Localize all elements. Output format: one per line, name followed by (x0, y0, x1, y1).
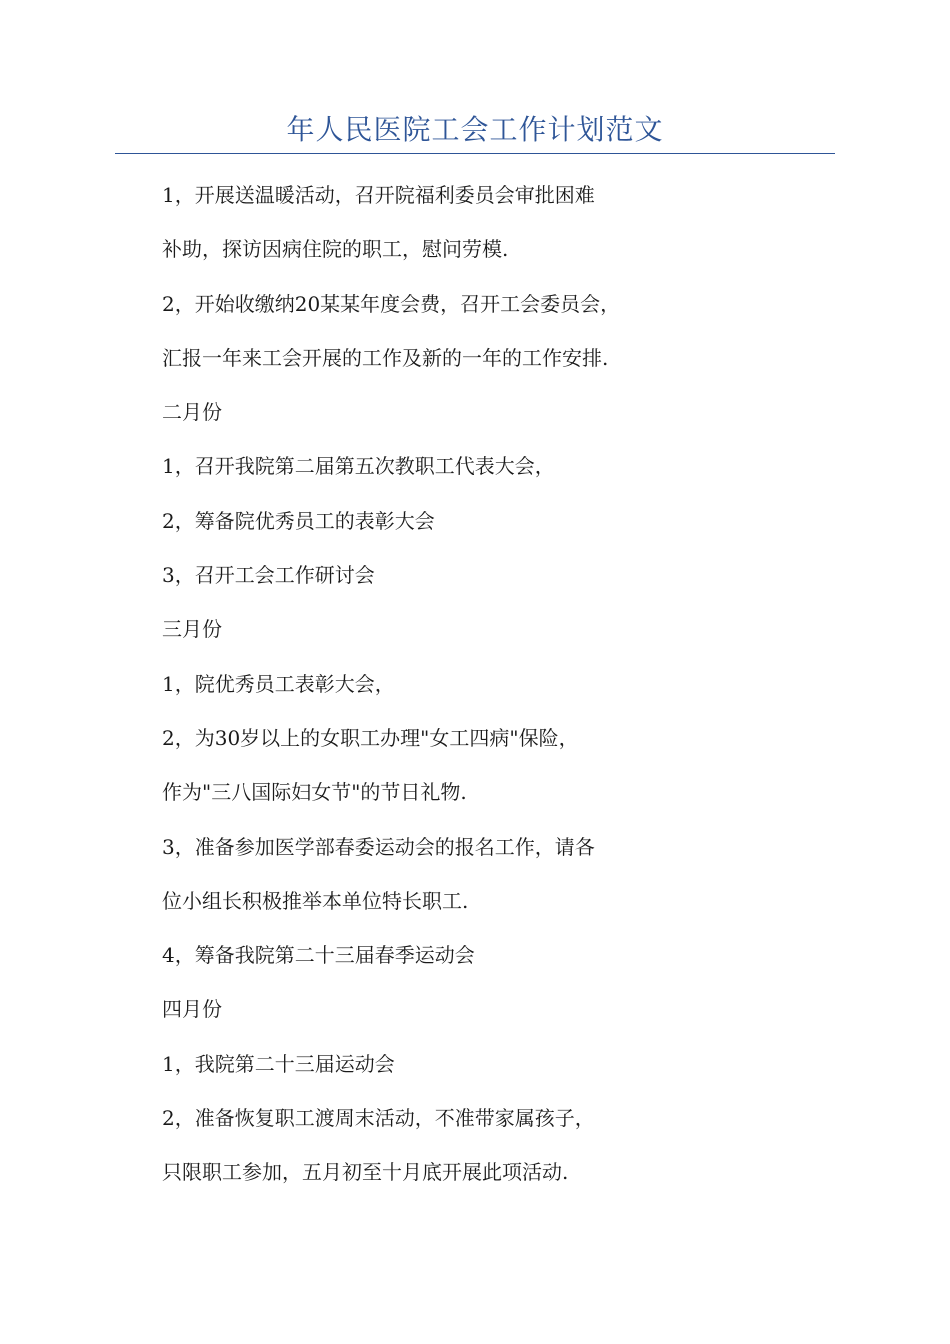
document-body (162, 175, 782, 1207)
text-line: 3，召开工会工作研讨会 (162, 563, 375, 588)
section-heading-march: 三月份 (162, 617, 222, 642)
text-line: 1，院优秀员工表彰大会， (162, 671, 395, 696)
text-line: 只限职工参加，五月初至十月底开展此项活动. (162, 1160, 569, 1185)
text-line: 位小组长积极推举本单位特长职工. (162, 888, 469, 913)
section-heading-april: 四月份 (162, 997, 222, 1022)
document-title: 年人民医院工会工作计划范文 (286, 113, 664, 146)
text-line: 2，筹备院优秀员工的表彰大会 (162, 508, 435, 533)
text-line: 1，我院第二十三届运动会 (162, 1051, 395, 1076)
section-heading-february: 二月份 (162, 400, 222, 425)
text-line: 作为"三八国际妇女节"的节日礼物. (162, 780, 467, 805)
text-line: 2，准备恢复职工渡周末活动，不准带家属孩子， (162, 1106, 595, 1131)
text-line: 2，开始收缴纳20某某年度会费，召开工会委员会， (162, 291, 621, 316)
text-line: 4，筹备我院第二十三届春季运动会 (162, 943, 475, 968)
text-line: 3，准备参加医学部春委运动会的报名工作，请各 (162, 834, 595, 859)
text-line: 1，召开我院第二届第五次教职工代表大会， (162, 454, 555, 479)
text-line: 1，开展送温暖活动，召开院福利委员会审批困难 (162, 183, 595, 207)
text-line: 补助，探访因病住院的职工，慰问劳模. (162, 237, 509, 262)
title-underline (115, 153, 835, 154)
text-line: 2，为30岁以上的女职工办理"女工四病"保险， (162, 725, 579, 750)
text-line: 汇报一年来工会开展的工作及新的一年的工作安排. (162, 345, 609, 370)
